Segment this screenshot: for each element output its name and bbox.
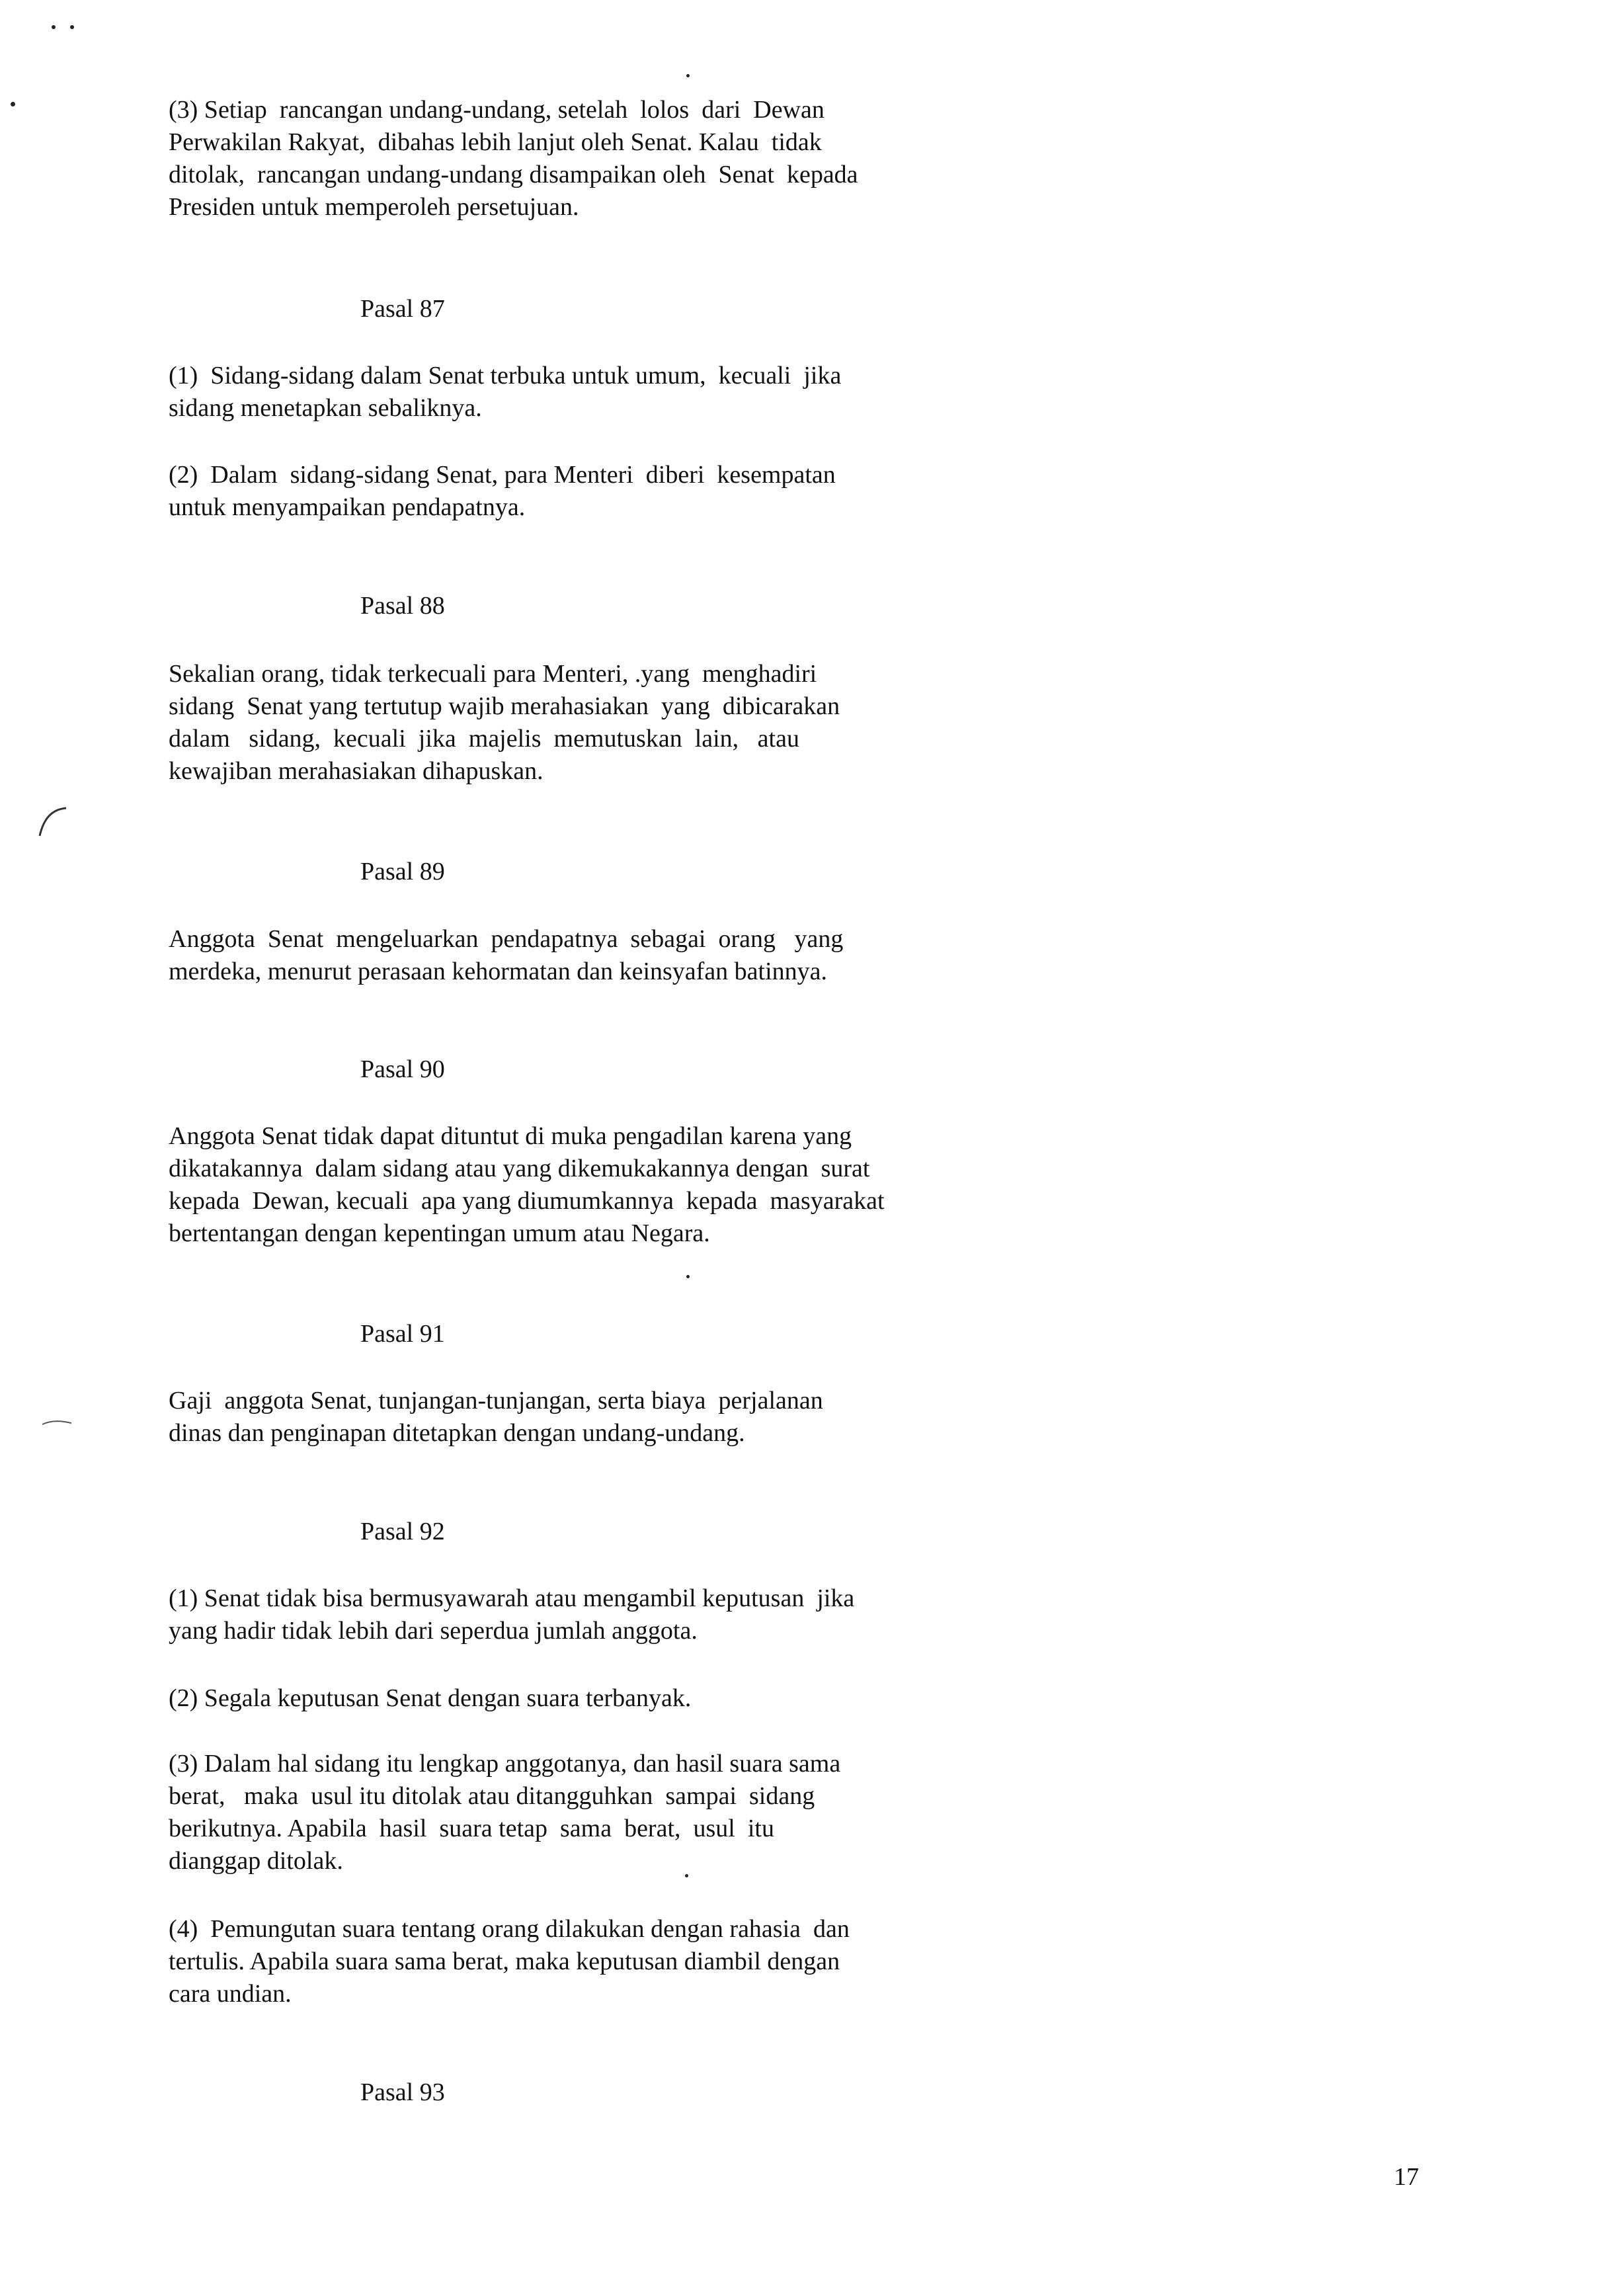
text-line: kepada Dewan, kecuali apa yang diumumkannya kepada masyarakat [169, 1187, 885, 1215]
section-heading-pasal-91: Pasal 91 [360, 1320, 445, 1348]
text-line: ditolak, rancangan undang-undang disampaikan oleh Senat kepada [169, 161, 858, 188]
text-line: (4) Pemungutan suara tentang orang dilakukan dengan rahasia dan [169, 1915, 850, 1943]
paragraph-pasal-92-ayat-1 [169, 1582, 975, 1647]
text-line: dinas dan penginapan ditetapkan dengan undang-undang. [169, 1419, 745, 1447]
paragraph-pasal-86-ayat-3 [169, 94, 975, 224]
paragraph-pasal-91 [169, 1385, 975, 1450]
text-line: dikatakannya dalam sidang atau yang dikemukakannya dengan surat [169, 1155, 870, 1182]
text-line: berikutnya. Apabila hasil suara tetap sama berat, usul itu [169, 1815, 774, 1842]
text-line: Anggota Senat tidak dapat dituntut di muka pengadilan karena yang [169, 1122, 852, 1150]
paragraph-pasal-87-ayat-1 [169, 360, 975, 425]
text-line: (2) Segala keputusan Senat dengan suara terbanyak. [169, 1684, 692, 1712]
text-line: dianggap ditolak. [169, 1847, 343, 1875]
scan-speck [11, 102, 15, 106]
paragraph-pasal-89 [169, 923, 975, 988]
section-heading-pasal-89: Pasal 89 [360, 858, 445, 885]
text-line: bertentangan dengan kepentingan umum atau Negara. [169, 1219, 710, 1247]
text-line: yang hadir tidak lebih dari seperdua jumlah anggota. [169, 1617, 698, 1645]
scan-mark [37, 792, 77, 839]
scan-speck [70, 25, 74, 29]
section-heading-pasal-88: Pasal 88 [360, 592, 445, 620]
text-line: (3) Setiap rancangan undang-undang, setelah lolos dari Dewan [169, 96, 824, 124]
paragraph-pasal-92-ayat-4 [169, 1913, 975, 2010]
text-line: berat, maka usul itu ditolak atau ditangguhkan sampai sidang [169, 1782, 815, 1810]
section-heading-pasal-87: Pasal 87 [360, 295, 445, 323]
section-heading-pasal-90: Pasal 90 [360, 1055, 445, 1083]
text-line: Anggota Senat mengeluarkan pendapatnya sebagai orang yang [169, 925, 844, 953]
paragraph-pasal-88 [169, 658, 975, 788]
text-line: Presiden untuk memperoleh persetujuan. [169, 193, 579, 221]
text-line: (1) Sidang-sidang dalam Senat terbuka untuk umum, kecuali jika [169, 362, 842, 390]
scan-speck [52, 25, 56, 29]
text-line: sidang menetapkan sebaliknya. [169, 394, 482, 422]
page-number: 17 [1394, 2163, 1419, 2191]
text-line: untuk menyampaikan pendapatnya. [169, 493, 526, 521]
scan-mark [41, 1416, 74, 1430]
text-line: (2) Dalam sidang-sidang Senat, para Menteri diberi kesempatan [169, 461, 836, 489]
paragraph-pasal-90 [169, 1120, 975, 1250]
text-line: Perwakilan Rakyat, dibahas lebih lanjut oleh Senat. Kalau tidak [169, 128, 822, 156]
paragraph-pasal-92-ayat-2 [169, 1682, 975, 1715]
paragraph-pasal-87-ayat-2 [169, 459, 975, 524]
text-line: dalam sidang, kecuali jika majelis memutuskan lain, atau [169, 725, 799, 753]
paragraph-pasal-92-ayat-3 [169, 1748, 975, 1877]
text-line: merdeka, menurut perasaan kehormatan dan keinsyafan batinnya. [169, 958, 828, 985]
text-line: kewajiban merahasiakan dihapuskan. [169, 757, 543, 785]
text-line: tertulis. Apabila suara sama berat, maka keputusan diambil dengan [169, 1948, 840, 1975]
text-line: sidang Senat yang tertutup wajib merahasiakan yang dibicarakan [169, 692, 840, 720]
text-line: cara undian. [169, 1980, 292, 2008]
scan-speck [686, 1275, 690, 1278]
text-line: (1) Senat tidak bisa bermusyawarah atau mengambil keputusan jika [169, 1584, 855, 1612]
text-line: Sekalian orang, tidak terkecuali para Menteri, .yang menghadiri [169, 660, 817, 688]
section-heading-pasal-92: Pasal 92 [360, 1518, 445, 1545]
text-line: Gaji anggota Senat, tunjangan-tunjangan, serta biaya perjalanan [169, 1387, 823, 1414]
text-line: (3) Dalam hal sidang itu lengkap anggotanya, dan hasil suara sama [169, 1750, 841, 1778]
scan-speck [686, 74, 690, 77]
section-heading-pasal-93: Pasal 93 [360, 2078, 445, 2106]
